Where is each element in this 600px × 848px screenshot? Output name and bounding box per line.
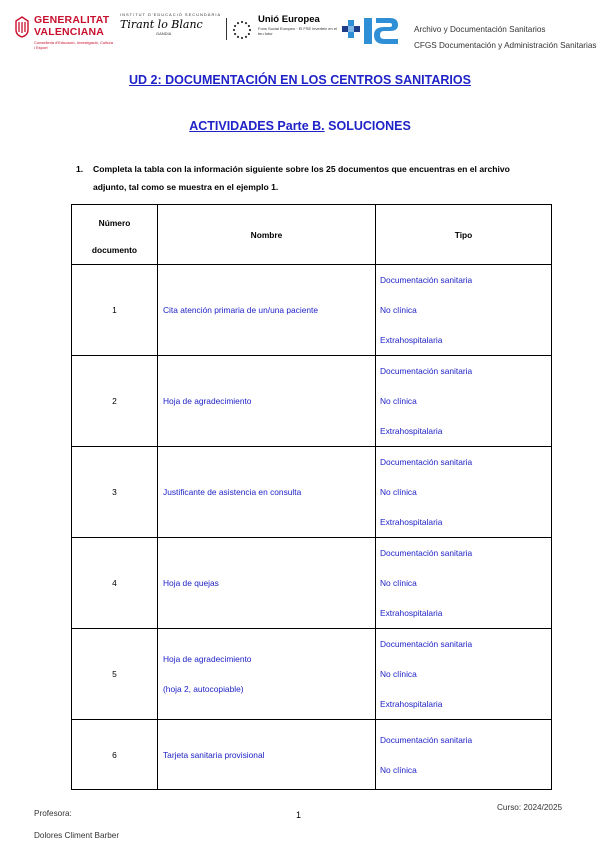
table-row bbox=[72, 447, 552, 538]
row-name-line1: Hoja de quejas bbox=[163, 578, 219, 588]
row-name-line1: Hoja de agradecimiento bbox=[163, 396, 252, 406]
table-header-row bbox=[72, 205, 552, 265]
table-row bbox=[72, 356, 552, 447]
row-name-line2: (hoja 2, autocopiable) bbox=[163, 684, 244, 694]
row-type-clinical: No clínica bbox=[380, 396, 417, 406]
header-divider bbox=[226, 18, 227, 40]
row-type-clinical: No clínica bbox=[380, 305, 417, 315]
row-name-line1: Tarjeta sanitaria provisional bbox=[163, 749, 265, 760]
row-number: 6 bbox=[72, 720, 158, 790]
row-type-scope: Extrahospitalaria bbox=[380, 699, 443, 709]
row-type bbox=[376, 720, 552, 790]
row-type-category: Documentación sanitaria bbox=[380, 548, 473, 558]
footer-teacher-name: Dolores Climent Barber bbox=[34, 831, 120, 840]
subtitle-underlined: ACTIVIDADES Parte B. bbox=[189, 119, 325, 133]
page-title: UD 2: DOCUMENTACIÓN EN LOS CENTROS SANITARIOS bbox=[129, 73, 471, 87]
row-type bbox=[376, 265, 552, 356]
eu-title: Unió Europea bbox=[258, 14, 320, 25]
generalitat-subtitle: Conselleria d'Educació, Investigació, Cultura i Esport bbox=[34, 40, 114, 50]
row-type-scope: Extrahospitalaria bbox=[380, 517, 443, 527]
row-number: 2 bbox=[72, 356, 158, 447]
question-text: Completa la tabla con la información siguiente sobre los 25 documentos que encuentras en el archivo adjunto, tal como se muestra en el ejemplo 1. bbox=[93, 164, 510, 192]
row-number: 5 bbox=[72, 629, 158, 720]
header-course-name: CFGS Documentación y Administración Sanitarias bbox=[414, 41, 597, 50]
eu-subtitle: Fons Social Europeu · El FSE inverteix en el teu futur bbox=[258, 26, 337, 36]
row-name-line1: Cita atención primaria de un/una paciente bbox=[163, 305, 319, 315]
eu-stars-icon bbox=[232, 20, 252, 40]
row-name-line1: Justificante de asistencia en consulta bbox=[163, 487, 302, 497]
row-name bbox=[158, 720, 376, 790]
school-logo bbox=[120, 12, 221, 36]
row-type-scope: Extrahospitalaria bbox=[380, 335, 443, 345]
row-type-clinical: No clínica bbox=[380, 487, 417, 497]
generalitat-line1: GENERALITAT bbox=[34, 14, 110, 26]
row-type-clinical: No clínica bbox=[380, 764, 417, 775]
generalitat-line2: VALENCIANA bbox=[34, 26, 105, 38]
table-row bbox=[72, 629, 552, 720]
footer-teacher bbox=[34, 803, 119, 847]
row-type-scope: Extrahospitalaria bbox=[380, 426, 443, 436]
row-type-category: Documentación sanitaria bbox=[380, 639, 473, 649]
school-logo-sub: GANDIA bbox=[156, 31, 172, 36]
row-name bbox=[158, 447, 376, 538]
row-number: 4 bbox=[72, 538, 158, 629]
row-type bbox=[376, 356, 552, 447]
documents-table bbox=[71, 204, 552, 790]
row-type bbox=[376, 629, 552, 720]
table-row bbox=[72, 720, 552, 790]
header-number-line2: documento bbox=[91, 244, 138, 255]
row-name bbox=[158, 265, 376, 356]
table-row bbox=[72, 265, 552, 356]
header-number bbox=[72, 205, 158, 265]
generalitat-emblem-icon bbox=[14, 16, 30, 38]
page-number: 1 bbox=[296, 810, 302, 820]
school-logo-name: Tirant lo Blanc bbox=[120, 18, 203, 31]
page-subtitle bbox=[0, 119, 600, 133]
header-number-line1: Número bbox=[98, 217, 131, 228]
row-number: 1 bbox=[72, 265, 158, 356]
row-name bbox=[158, 356, 376, 447]
header-name: Nombre bbox=[158, 205, 376, 265]
question-number: 1. bbox=[76, 164, 84, 174]
row-type-category: Documentación sanitaria bbox=[380, 275, 473, 285]
header-right-text bbox=[414, 22, 596, 54]
table-row bbox=[72, 538, 552, 629]
row-name bbox=[158, 538, 376, 629]
subtitle-rest: SOLUCIONES bbox=[324, 119, 411, 133]
row-name bbox=[158, 629, 376, 720]
fp-logo-icon bbox=[340, 16, 402, 46]
row-type-category: Documentación sanitaria bbox=[380, 734, 473, 745]
row-type-scope: Extrahospitalaria bbox=[380, 608, 443, 618]
school-logo-top: INSTITUT D'EDUCACIÓ SECUNDÀRIA bbox=[120, 12, 222, 17]
row-type-category: Documentación sanitaria bbox=[380, 366, 473, 376]
row-number: 3 bbox=[72, 447, 158, 538]
row-type bbox=[376, 538, 552, 629]
header-module-name: Archivo y Documentación Sanitarios bbox=[414, 25, 546, 34]
row-type bbox=[376, 447, 552, 538]
document-header bbox=[0, 0, 600, 56]
footer-teacher-label: Profesora: bbox=[34, 809, 72, 818]
footer-course: Curso: 2024/2025 bbox=[497, 803, 563, 812]
header-type: Tipo bbox=[376, 205, 552, 265]
row-type-category: Documentación sanitaria bbox=[380, 457, 473, 467]
row-type-clinical: No clínica bbox=[380, 669, 417, 679]
row-type-clinical: No clínica bbox=[380, 578, 417, 588]
row-name-line1: Hoja de agradecimiento bbox=[163, 654, 252, 664]
